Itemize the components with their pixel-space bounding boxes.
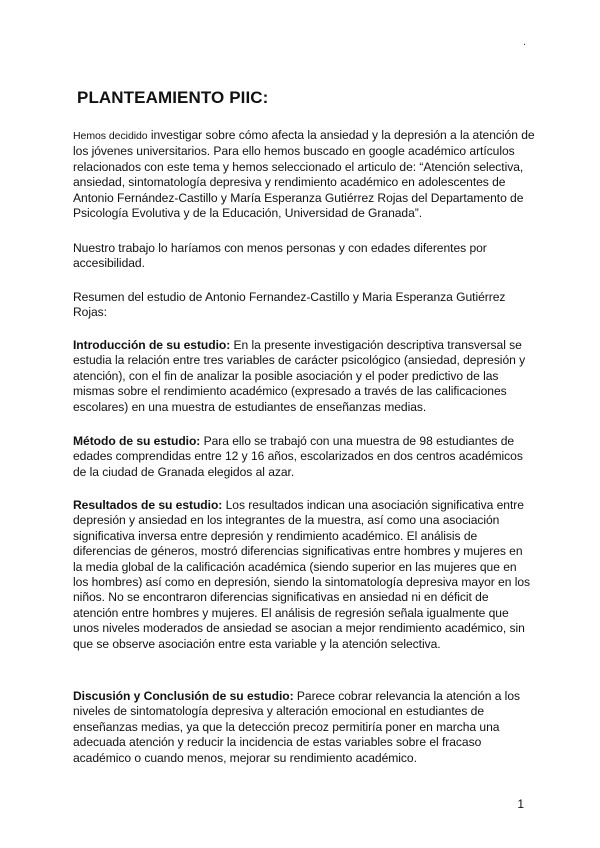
page-title: PLANTEAMIENTO PIIC: — [77, 88, 269, 107]
introduccion-section — [73, 338, 535, 415]
resultados-section — [73, 498, 535, 652]
corner-mark: . — [522, 36, 526, 48]
metodo-text: Para ello se trabajó con una muestra de 98 estudiantes de edades comprendidas entre 12 y 16 años, escolarizados en dos centros académicos de la ciudad de Granada elegidos al azar. — [73, 434, 523, 479]
metodo-heading: Método de su estudio: — [73, 434, 201, 448]
discusion-section — [73, 689, 535, 766]
resumen-paragraph: Resumen del estudio de Antonio Fernandez-Castillo y Maria Esperanza Gutiérrez Rojas: — [73, 290, 506, 320]
introduccion-heading: Introducción de su estudio: — [73, 338, 231, 352]
discusion-heading: Discusión y Conclusión de su estudio: — [73, 689, 294, 703]
discusion-text: Parece cobrar relevancia la atención a los niveles de sintomatología depresiva y alteración emocional en estudiantes de enseñanzas medias, ya que la detección precoz permitiría poner en marcha una adecuada atención y reducir la incidencia de estas variables sobre el fracaso académico o cuando menos, mejorar su rendimiento académico. — [73, 689, 520, 765]
intro-paragraph — [73, 128, 535, 221]
resultados-heading: Resultados de su estudio: — [73, 498, 223, 512]
page-number: 1 — [517, 797, 524, 811]
trabajo-paragraph: Nuestro trabajo lo haríamos con menos personas y con edades diferentes por accesibilidad. — [73, 241, 487, 271]
intro-lead: Hemos decidido — [73, 130, 148, 142]
intro-text: investigar sobre cómo afecta la ansiedad y la depresión a la atención de los jóvenes universitarios. Para ello hemos buscado en google académico artículos relacionados con este tema y hemos seleccionado el articulo de: “Atención selectiva, ansiedad, sintomatología depresiva y rendimiento académico en adolescentes de Antonio Fernández-Castillo y María Esperanza Gutiérrez Rojas del Departamento de Psicología Evolutiva y de la Educación, Universidad de Granada”. — [73, 128, 535, 221]
introduccion-text: En la presente investigación descriptiva transversal se estudia la relación entre tres variables de carácter psicológico (ansiedad, depresión y atención), con el fin de analizar la posible asociación y el poder predictivo de las mismas sobre el rendimiento académico (expresado a través de las calificaciones escolares) en una muestra de estudiantes de enseñanzas medias. — [73, 338, 526, 414]
resultados-text: Los resultados indican una asociación significativa entre depresión y ansiedad en los integrantes de la muestra, así como una asociación significativa inversa entre depresión y rendimiento académico. El análisis de diferencias de géneros, mostró diferencias significativas entre hombres y mujeres en la media global de la calificación académica (siendo superior en las mujeres que en los hombres) así como en depresión, siendo la sintomatología depresiva mayor en los niños. No se encontraron diferencias significativas en ansiedad ni en déficit de atención entre hombres y mujeres. El análisis de regresión señala igualmente que unos niveles moderados de ansiedad se asocian a mejor rendimiento académico, sin que se observe asociación entre esta variable y la atención selectiva. — [73, 498, 531, 651]
metodo-section — [73, 434, 535, 480]
